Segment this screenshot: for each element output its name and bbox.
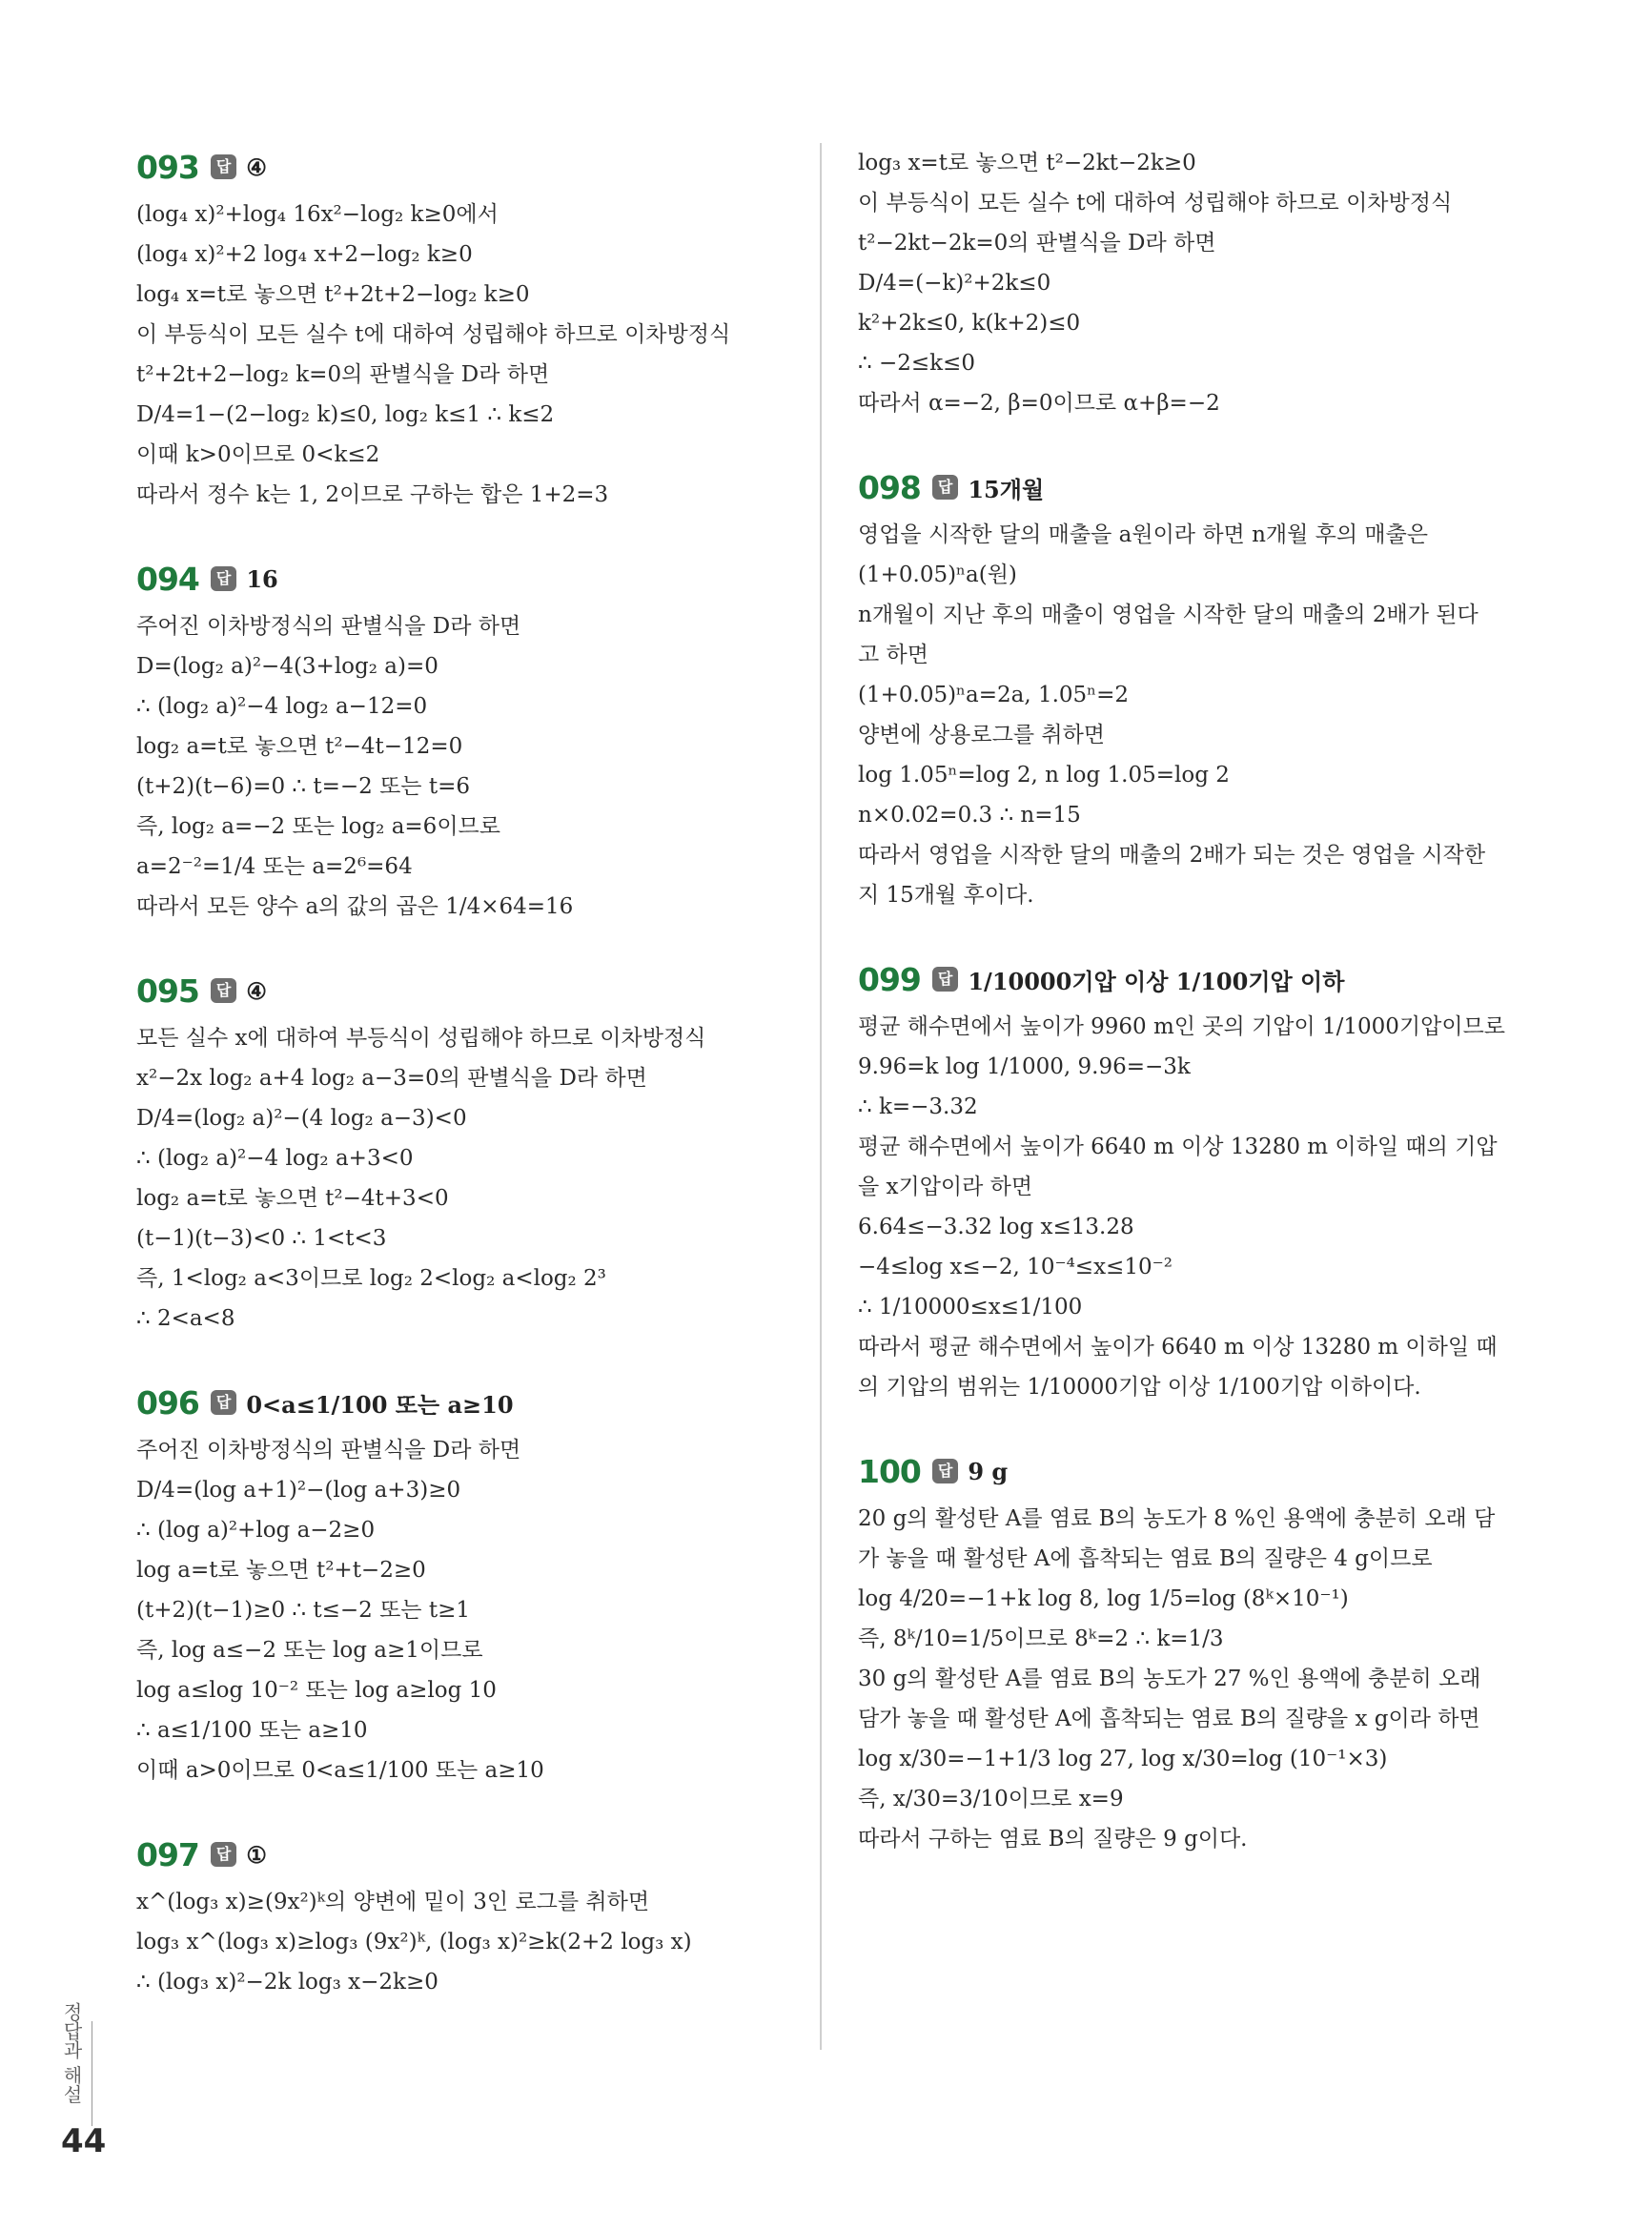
problem-header bbox=[136, 1379, 804, 1426]
answer-badge: 답 bbox=[211, 1390, 236, 1415]
answer-value: 1/10000기압 이상 1/100기압 이하 bbox=[968, 967, 1345, 995]
answer-badge: 답 bbox=[211, 978, 236, 1003]
solution-line: (t+2)(t−1)≥0 ∴ t≤−2 또는 t≥1 bbox=[136, 1598, 470, 1623]
solution-line: n×0.02=0.3 ∴ n=15 bbox=[858, 803, 1081, 828]
problem-number: 094 bbox=[136, 560, 199, 598]
solution-line: 모든 실수 x에 대하여 부등식이 성립해야 하므로 이차방정식 bbox=[136, 1026, 706, 1051]
answer-badge: 답 bbox=[932, 967, 958, 992]
solution-line: 이 부등식이 모든 실수 t에 대하여 성립해야 하므로 이차방정식 bbox=[858, 191, 1453, 215]
solution-line: D/4=(−k)²+2k≤0 bbox=[858, 271, 1051, 296]
solution-line: log x/30=−1+1/3 log 27, log x/30=log (10⁻¹×3) bbox=[858, 1747, 1388, 1771]
solution-line: log a=t로 놓으면 t²+t−2≥0 bbox=[136, 1558, 426, 1583]
solution-line: t²+2t+2−log₂ k=0의 판별식을 D라 하면 bbox=[136, 362, 550, 387]
problem-header bbox=[136, 555, 804, 603]
answer-value: ④ bbox=[246, 153, 267, 181]
problem-098 bbox=[858, 463, 1525, 915]
answer-badge: 답 bbox=[211, 1842, 236, 1867]
solution-line: 20 g의 활성탄 A를 염료 B의 농도가 8 %인 용액에 충분히 오래 담 bbox=[858, 1506, 1496, 1531]
answer-badge: 답 bbox=[932, 1459, 958, 1483]
solution-line: (t−1)(t−3)<0 ∴ 1<t<3 bbox=[136, 1226, 387, 1251]
solution-line: 따라서 α=−2, β=0이므로 α+β=−2 bbox=[858, 391, 1220, 416]
solution-line: ∴ (log₂ a)²−4 log₂ a+3<0 bbox=[136, 1146, 414, 1171]
solution-line: 평균 해수면에서 높이가 6640 m 이상 13280 m 이하일 때의 기압 bbox=[858, 1135, 1498, 1159]
solution-line: n개월이 지난 후의 매출이 영업을 시작한 달의 매출의 2배가 된다 bbox=[858, 603, 1479, 627]
solution-line: 담가 놓을 때 활성탄 A에 흡착되는 염료 B의 질량을 x g이라 하면 bbox=[858, 1707, 1480, 1731]
problem-number: 099 bbox=[858, 960, 921, 998]
solution-line: −4≤log x≤−2, 10⁻⁴≤x≤10⁻² bbox=[858, 1255, 1173, 1279]
solution-line: 영업을 시작한 달의 매출을 a원이라 하면 n개월 후의 매출은 bbox=[858, 522, 1429, 547]
problem-095 bbox=[136, 967, 804, 1339]
problem-header bbox=[136, 967, 804, 1014]
solution-line: log₂ a=t로 놓으면 t²−4t−12=0 bbox=[136, 734, 463, 759]
problem-header bbox=[858, 955, 1525, 1003]
solution-line: 주어진 이차방정식의 판별식을 D라 하면 bbox=[136, 1438, 521, 1463]
solution-line: (log₄ x)²+log₄ 16x²−log₂ k≥0에서 bbox=[136, 202, 499, 227]
solution-line: log 1.05ⁿ=log 2, n log 1.05=log 2 bbox=[858, 763, 1230, 788]
solution-line: 따라서 영업을 시작한 달의 매출의 2배가 되는 것은 영업을 시작한 bbox=[858, 843, 1486, 868]
solution-line: ∴ (log₂ a)²−4 log₂ a−12=0 bbox=[136, 694, 428, 719]
problem-header bbox=[136, 143, 804, 191]
page-number: 44 bbox=[61, 2122, 107, 2160]
solution-line: x^(log₃ x)≥(9x²)ᵏ의 양변에 밑이 3인 로그를 취하면 bbox=[136, 1890, 650, 1914]
problem-number: 093 bbox=[136, 148, 199, 186]
answer-value: ④ bbox=[246, 976, 267, 1005]
solution-line: D/4=(log a+1)²−(log a+3)≥0 bbox=[136, 1478, 461, 1503]
solution-line: 양변에 상용로그를 취하면 bbox=[858, 723, 1106, 747]
answer-value: 16 bbox=[246, 564, 278, 593]
solution-line: ∴ k=−3.32 bbox=[858, 1095, 978, 1119]
answer-value: 9 g bbox=[968, 1457, 1009, 1485]
solution-line: (1+0.05)ⁿa(원) bbox=[858, 563, 1017, 587]
solution-line: 이 부등식이 모든 실수 t에 대하여 성립해야 하므로 이차방정식 bbox=[136, 322, 731, 347]
solution-line: 평균 해수면에서 높이가 9960 m인 곳의 기압이 1/1000기압이므로 bbox=[858, 1014, 1506, 1039]
solution-line: D/4=(log₂ a)²−(4 log₂ a−3)<0 bbox=[136, 1106, 467, 1131]
answer-badge: 답 bbox=[211, 154, 236, 179]
solution-line: (1+0.05)ⁿa=2a, 1.05ⁿ=2 bbox=[858, 683, 1130, 707]
answer-value: ① bbox=[246, 1840, 267, 1869]
solution-line: k²+2k≤0, k(k+2)≤0 bbox=[858, 311, 1081, 336]
solution-line: 즉, 8ᵏ/10=1/5이므로 8ᵏ=2 ∴ k=1/3 bbox=[858, 1626, 1224, 1651]
problem-094 bbox=[136, 555, 804, 927]
answer-value: 0<a≤1/100 또는 a≥10 bbox=[246, 1390, 514, 1419]
solution-line: 30 g의 활성탄 A를 염료 B의 농도가 27 %인 용액에 충분히 오래 bbox=[858, 1667, 1481, 1691]
solution-line: 고 하면 bbox=[858, 643, 928, 667]
problem-number: 095 bbox=[136, 972, 199, 1010]
problem-097-continuation bbox=[858, 143, 1525, 423]
solution-line: log₂ a=t로 놓으면 t²−4t+3<0 bbox=[136, 1186, 449, 1211]
solution-line: (t+2)(t−6)=0 ∴ t=−2 또는 t=6 bbox=[136, 774, 470, 799]
solution-line: 즉, log a≤−2 또는 log a≥1이므로 bbox=[136, 1638, 483, 1663]
solution-line: log₃ x^(log₃ x)≥log₃ (9x²)ᵏ, (log₃ x)²≥k(2+2 log₃ x) bbox=[136, 1930, 692, 1954]
solution-line: a=2⁻²=1/4 또는 a=2⁶=64 bbox=[136, 854, 413, 879]
solution-line: D/4=1−(2−log₂ k)≤0, log₂ k≤1 ∴ k≤2 bbox=[136, 402, 555, 427]
solution-line: x²−2x log₂ a+4 log₂ a−3=0의 판별식을 D라 하면 bbox=[136, 1066, 647, 1091]
problem-100 bbox=[858, 1447, 1525, 1859]
solution-line: 즉, x/30=3/10이므로 x=9 bbox=[858, 1787, 1124, 1811]
solution-line: 이때 k>0이므로 0<k≤2 bbox=[136, 442, 380, 467]
solution-line: ∴ a≤1/100 또는 a≥10 bbox=[136, 1718, 368, 1743]
solution-line: D=(log₂ a)²−4(3+log₂ a)=0 bbox=[136, 654, 438, 679]
solution-line: 의 기압의 범위는 1/10000기압 이상 1/100기압 이하이다. bbox=[858, 1375, 1421, 1400]
section-label: 정답과 해설 bbox=[60, 2002, 83, 2104]
solution-line: 지 15개월 후이다. bbox=[858, 883, 1034, 908]
problem-099 bbox=[858, 955, 1525, 1407]
solution-line: 즉, log₂ a=−2 또는 log₂ a=6이므로 bbox=[136, 814, 500, 839]
solution-line: 9.96=k log 1/1000, 9.96=−3k bbox=[858, 1054, 1191, 1079]
left-column bbox=[136, 143, 804, 2042]
solution-line: 따라서 모든 양수 a의 값의 곱은 1/4×64=16 bbox=[136, 894, 574, 919]
problem-097 bbox=[136, 1831, 804, 2002]
solution-line: ∴ −2≤k≤0 bbox=[858, 351, 975, 376]
problem-number: 096 bbox=[136, 1383, 199, 1422]
problem-header bbox=[136, 1831, 804, 1878]
problem-header bbox=[858, 1447, 1525, 1495]
solution-line: log 4/20=−1+k log 8, log 1/5=log (8ᵏ×10⁻¹) bbox=[858, 1586, 1349, 1611]
problem-number: 098 bbox=[858, 468, 921, 506]
solution-line: 을 x기압이라 하면 bbox=[858, 1175, 1033, 1199]
solution-line: 따라서 정수 k는 1, 2이므로 구하는 합은 1+2=3 bbox=[136, 482, 609, 507]
right-column bbox=[858, 143, 1525, 1899]
column-divider bbox=[820, 143, 822, 2050]
solution-line: 따라서 평균 해수면에서 높이가 6640 m 이상 13280 m 이하일 때 bbox=[858, 1335, 1498, 1360]
answer-value: 15개월 bbox=[968, 475, 1045, 503]
solution-line: log a≤log 10⁻² 또는 log a≥log 10 bbox=[136, 1678, 497, 1703]
solution-line: 6.64≤−3.32 log x≤13.28 bbox=[858, 1215, 1134, 1239]
solution-line: ∴ 2<a<8 bbox=[136, 1306, 235, 1331]
problem-093 bbox=[136, 143, 804, 515]
solution-line: 따라서 구하는 염료 B의 질량은 9 g이다. bbox=[858, 1827, 1248, 1852]
solution-line: ∴ (log a)²+log a−2≥0 bbox=[136, 1518, 376, 1543]
solution-line: (log₄ x)²+2 log₄ x+2−log₂ k≥0 bbox=[136, 242, 473, 267]
solution-line: t²−2kt−2k=0의 판별식을 D라 하면 bbox=[858, 231, 1216, 256]
solution-line: 즉, 1<log₂ a<3이므로 log₂ 2<log₂ a<log₂ 2³ bbox=[136, 1266, 606, 1291]
solution-line: ∴ 1/10000≤x≤1/100 bbox=[858, 1295, 1083, 1320]
solution-line: 이때 a>0이므로 0<a≤1/100 또는 a≥10 bbox=[136, 1758, 544, 1783]
solution-line: 가 놓을 때 활성탄 A에 흡착되는 염료 B의 질량은 4 g이므로 bbox=[858, 1546, 1433, 1571]
problem-number: 097 bbox=[136, 1835, 199, 1873]
problem-header bbox=[858, 463, 1525, 511]
solution-line: log₃ x=t로 놓으면 t²−2kt−2k≥0 bbox=[858, 151, 1196, 175]
answer-badge: 답 bbox=[211, 566, 236, 591]
answer-badge: 답 bbox=[932, 475, 958, 500]
solution-line: log₄ x=t로 놓으면 t²+2t+2−log₂ k≥0 bbox=[136, 282, 530, 307]
solution-line: ∴ (log₃ x)²−2k log₃ x−2k≥0 bbox=[136, 1970, 438, 1995]
problem-number: 100 bbox=[858, 1452, 921, 1490]
problem-096 bbox=[136, 1379, 804, 1790]
solution-line: 주어진 이차방정식의 판별식을 D라 하면 bbox=[136, 614, 521, 639]
